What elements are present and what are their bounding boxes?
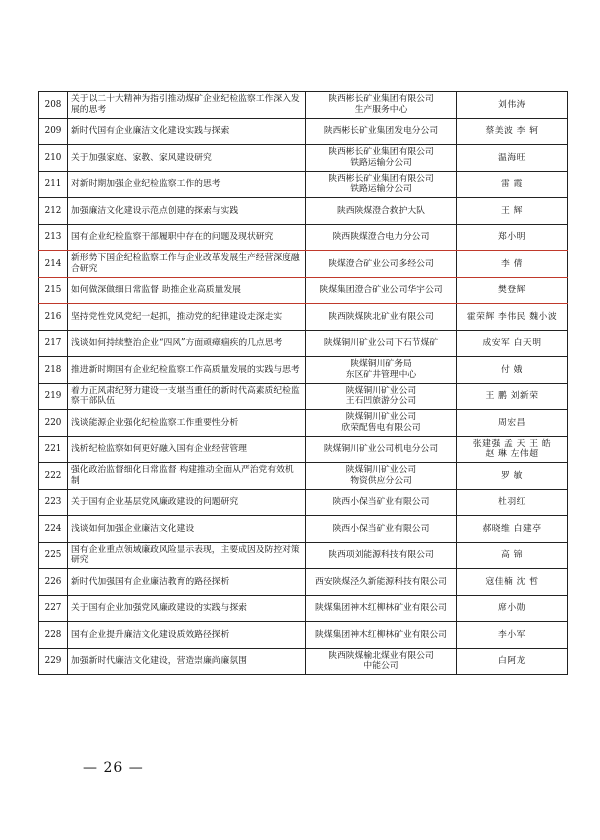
author-line: 张建强 孟 天 王 皓 <box>472 438 552 449</box>
organization <box>306 436 457 463</box>
organization-line: 陕西彬长矿业集团有限公司 <box>328 173 434 184</box>
organization-line: 铁路运输分公司 <box>350 157 412 168</box>
row-number: 214 <box>39 251 68 278</box>
author-line: 王 辉 <box>501 205 523 216</box>
author-line: 樊登辉 <box>498 285 526 295</box>
organization <box>306 118 457 145</box>
author-line: 李 倩 <box>501 258 523 269</box>
author <box>457 595 568 622</box>
author <box>457 622 568 649</box>
table-row <box>39 516 568 543</box>
organization-line: 陕煤铜川矿业公司 <box>345 465 417 476</box>
organization-line: 陕西陕煤榆北煤业有限公司 <box>328 650 434 661</box>
organization-line: 陕西陕煤陕北矿业有限公司 <box>328 311 434 322</box>
organization-line: 陕煤铜川矿务局 <box>350 359 412 370</box>
author-line: 郑小明 <box>498 232 526 242</box>
organization-line: 陕西陕煤澄合电力分公司 <box>332 232 430 242</box>
row-number: 225 <box>39 542 68 569</box>
row-number: 228 <box>39 622 68 649</box>
organization-line: 陕煤集团澄合矿业公司华宇公司 <box>319 285 443 295</box>
organization-line: 陕煤铜川矿业公司下石节煤矿 <box>323 338 439 348</box>
author-line: 郝晓维 白建亭 <box>482 523 542 534</box>
row-number: 215 <box>39 277 68 304</box>
table-row <box>39 357 568 384</box>
organization <box>306 622 457 649</box>
author <box>457 171 568 198</box>
organization-line: 陕西陕煤澄合救护大队 <box>337 205 425 216</box>
organization-line: 东区矿井管理中心 <box>345 369 417 380</box>
organization-line: 生产服务中心 <box>354 104 408 115</box>
organization <box>306 569 457 596</box>
author <box>457 569 568 596</box>
organization-line: 铁路运输分公司 <box>350 184 412 195</box>
organization <box>306 198 457 225</box>
table-row <box>39 383 568 410</box>
organization-line: 陕煤铜川矿业公司 <box>345 385 417 396</box>
row-number: 226 <box>39 569 68 596</box>
row-number: 229 <box>39 648 68 675</box>
author <box>457 92 568 119</box>
author <box>457 330 568 357</box>
table-row <box>39 198 568 225</box>
organization <box>306 330 457 357</box>
paper-title: 关于加强家庭、家教、家风建设研究 <box>68 145 306 172</box>
author <box>457 410 568 437</box>
organization-line: 中能公司 <box>363 661 399 672</box>
organization <box>306 304 457 331</box>
author <box>457 224 568 251</box>
organization-line: 陕西彬长矿业集团发电分公司 <box>323 126 439 136</box>
author-line: 白阿龙 <box>498 656 526 666</box>
author <box>457 277 568 304</box>
author-line: 温海旺 <box>498 152 526 163</box>
author <box>457 516 568 543</box>
author-line: 蔡美波 李 轲 <box>485 126 539 136</box>
row-number: 217 <box>39 330 68 357</box>
paper-title: 推进新时期国有企业纪检监察工作高质量发展的实践与思考 <box>68 357 306 384</box>
row-number: 224 <box>39 516 68 543</box>
organization <box>306 516 457 543</box>
organization-line: 陕西项刘能源科技有限公司 <box>328 550 434 560</box>
author-line: 刘伟涛 <box>498 99 526 110</box>
table-body <box>39 92 568 675</box>
organization <box>306 145 457 172</box>
author-line: 雷 霞 <box>501 179 523 189</box>
table-row <box>39 145 568 172</box>
row-number: 222 <box>39 463 68 490</box>
organization-line: 陕煤澄合矿业公司多经公司 <box>328 258 434 269</box>
author-line: 杜羽红 <box>498 497 526 507</box>
organization <box>306 357 457 384</box>
author-line: 周宏昌 <box>498 417 526 428</box>
table-row <box>39 436 568 463</box>
row-number: 220 <box>39 410 68 437</box>
paper-title: 新时代国有企业廉洁文化建设实践与探索 <box>68 118 306 145</box>
author-line: 付 娥 <box>501 364 523 375</box>
organization-line: 陕煤集团神木红柳林矿业有限公司 <box>315 629 447 640</box>
author <box>457 198 568 225</box>
author-line: 高 锦 <box>501 550 523 560</box>
organization-line: 陕煤集团神木红柳林矿业有限公司 <box>315 603 447 613</box>
organization <box>306 463 457 490</box>
organization <box>306 251 457 278</box>
organization <box>306 383 457 410</box>
table-row <box>39 304 568 331</box>
row-number: 213 <box>39 224 68 251</box>
row-number: 212 <box>39 198 68 225</box>
paper-title: 加强新时代廉洁文化建设，营造崇廉尚廉氛围 <box>68 648 306 675</box>
author-line: 成安军 白天明 <box>482 338 542 348</box>
organization-line: 西安陕煤泾久新能源科技有限公司 <box>315 576 447 587</box>
author-line: 李小军 <box>498 629 526 640</box>
author <box>457 463 568 490</box>
organization <box>306 277 457 304</box>
organization <box>306 489 457 516</box>
table-row <box>39 595 568 622</box>
paper-title: 着力正风肃纪努力建设一支堪当重任的新时代高素质纪检监察干部队伍 <box>68 383 306 410</box>
organization <box>306 410 457 437</box>
row-number: 208 <box>39 92 68 119</box>
paper-title: 国有企业重点领域廉政风险显示表现，主要成因及防控对策研究 <box>68 542 306 569</box>
paper-title: 对新时期加强企业纪检监察工作的思考 <box>68 171 306 198</box>
table-row <box>39 542 568 569</box>
organization-line: 陕煤铜川矿业公司机电分公司 <box>323 444 439 454</box>
row-number: 211 <box>39 171 68 198</box>
paper-title: 关于国有企业加强党风廉政建设的实践与探索 <box>68 595 306 622</box>
table-row <box>39 330 568 357</box>
row-number: 227 <box>39 595 68 622</box>
author-line: 席小勋 <box>498 603 526 613</box>
paper-title: 强化政治监督细化日常监督 构建推动全面从严治党有效机制 <box>68 463 306 490</box>
organization <box>306 595 457 622</box>
paper-title: 如何做深做细日常监督 助推企业高质量发展 <box>68 277 306 304</box>
table-row <box>39 410 568 437</box>
paper-title: 新形势下国企纪检监察工作与企业改革发展生产经营深度融合研究 <box>68 251 306 278</box>
table-row <box>39 118 568 145</box>
paper-title: 加强廉洁文化建设示范点创建的探索与实践 <box>68 198 306 225</box>
table-row <box>39 622 568 649</box>
organization-line: 陕西彬长矿业集团有限公司 <box>328 147 434 158</box>
table-row <box>39 224 568 251</box>
paper-title: 浅析纪检监察如何更好融入国有企业经营管理 <box>68 436 306 463</box>
table-row <box>39 251 568 278</box>
organization <box>306 171 457 198</box>
author-line: 赵 琳 左伟超 <box>485 449 539 460</box>
organization-line: 陕西小保当矿业有限公司 <box>332 497 430 507</box>
author-line: 霍荣辉 李伟民 魏小波 <box>466 311 558 322</box>
organization-line: 王石凹旅游分公司 <box>345 396 417 407</box>
author <box>457 357 568 384</box>
author-line: 罗 敏 <box>501 470 523 481</box>
author-line: 寇佳楠 沈 哲 <box>485 576 539 587</box>
row-number: 209 <box>39 118 68 145</box>
page-number: — 26 — <box>83 760 144 776</box>
paper-title: 坚持党性党风党纪一起抓，推动党的纪律建设走深走实 <box>68 304 306 331</box>
organization-line: 欣荣配售电有限公司 <box>341 422 421 433</box>
table-row <box>39 277 568 304</box>
row-number: 210 <box>39 145 68 172</box>
organization <box>306 92 457 119</box>
paper-title: 关于国有企业基层党风廉政建设的问题研究 <box>68 489 306 516</box>
author <box>457 648 568 675</box>
author <box>457 118 568 145</box>
author <box>457 489 568 516</box>
paper-title: 浅谈如何加强企业廉洁文化建设 <box>68 516 306 543</box>
table-row <box>39 463 568 490</box>
award-list-table <box>38 91 568 675</box>
paper-title: 新时代加强国有企业廉洁教育的路径探析 <box>68 569 306 596</box>
author <box>457 251 568 278</box>
row-number: 216 <box>39 304 68 331</box>
table-row <box>39 92 568 119</box>
author <box>457 383 568 410</box>
paper-title: 国有企业提升廉洁文化建设质效路径探析 <box>68 622 306 649</box>
table-row <box>39 569 568 596</box>
author <box>457 304 568 331</box>
author <box>457 145 568 172</box>
paper-title: 浅谈能源企业强化纪检监察工作重要性分析 <box>68 410 306 437</box>
row-number: 221 <box>39 436 68 463</box>
table-row <box>39 489 568 516</box>
organization-line: 陕西小保当矿业有限公司 <box>332 523 430 534</box>
organization <box>306 648 457 675</box>
organization <box>306 542 457 569</box>
table-row <box>39 171 568 198</box>
paper-title: 国有企业纪检监察干部履职中存在的问题及现状研究 <box>68 224 306 251</box>
paper-title: 关于以二十大精神为指引推动煤矿企业纪检监察工作深入发展的思考 <box>68 92 306 119</box>
table-row <box>39 648 568 675</box>
row-number: 218 <box>39 357 68 384</box>
author <box>457 436 568 463</box>
author <box>457 542 568 569</box>
row-number: 219 <box>39 383 68 410</box>
organization-line: 陕西彬长矿业集团有限公司 <box>328 94 434 105</box>
paper-title: 浅谈如何持续整治企业“四风”方面顽瘴痼疾的几点思考 <box>68 330 306 357</box>
organization <box>306 224 457 251</box>
author-line: 王 鹏 刘新荣 <box>485 391 539 401</box>
organization-line: 物资供应分公司 <box>350 475 412 486</box>
row-number: 223 <box>39 489 68 516</box>
organization-line: 陕煤铜川矿业公司 <box>345 412 417 423</box>
